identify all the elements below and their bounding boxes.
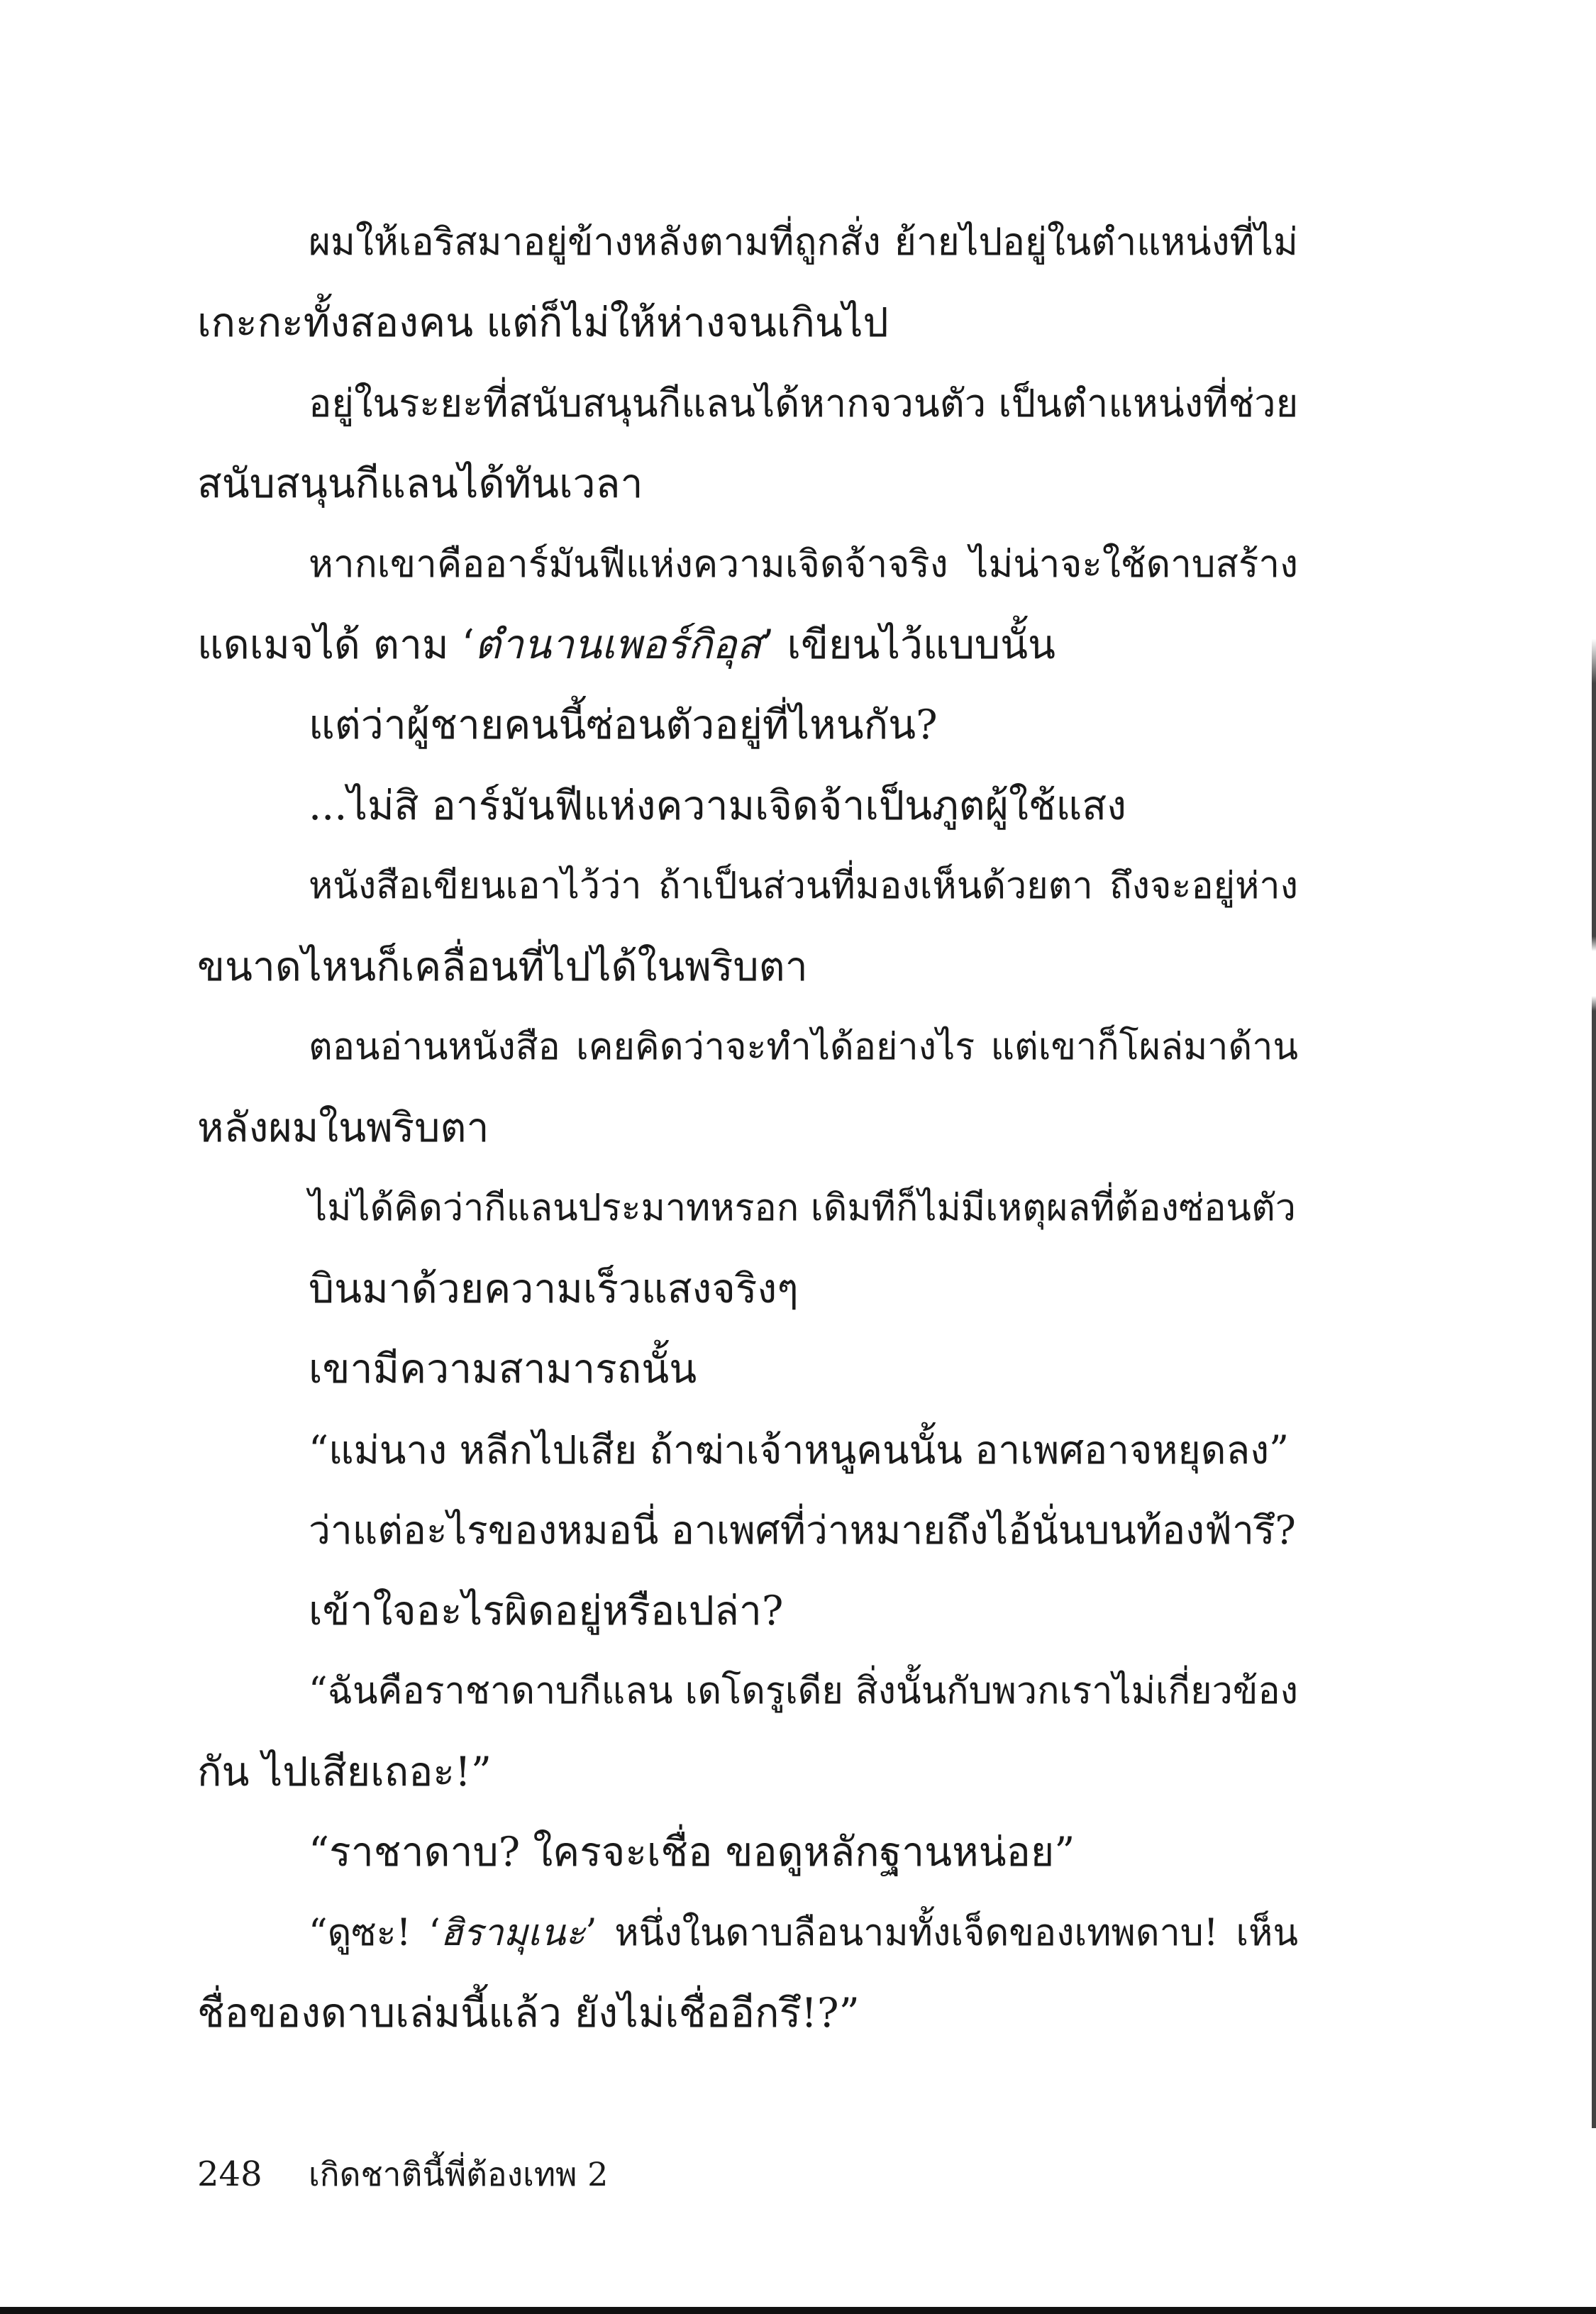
text-fragment: “ดูซะ! ‘ [309, 1911, 440, 1954]
running-title: เกิดชาตินี้พี่ต้องเทพ 2 [309, 2155, 609, 2193]
text-fragment: แดเมจได้ ตาม ‘ [197, 621, 475, 668]
dialogue-line-with-title [197, 1893, 1298, 1974]
text-line-with-title [197, 605, 1298, 686]
text-line: เข้าใจอะไรผิดอยู่หรือเปล่า? [309, 1587, 784, 1634]
text-fragment: ’ หนึ่งในดาบลือนามทั้งเจ็ดของเทพดาบ! เห็น [585, 1911, 1299, 1954]
page-edge-shadow [1592, 638, 1596, 2128]
text-line: สนับสนุนกีแลนได้ทันเวลา [197, 460, 643, 507]
text-line: ว่าแต่อะไรของหมอนี่ อาเพศที่ว่าหมายถึงไอ้นั่นบนท้องฟ้ารึ? [309, 1507, 1296, 1553]
page-footer [197, 2149, 608, 2199]
book-reference-title: ตำนานเพอร์กิอุส [474, 621, 762, 668]
dialogue-line: ชื่อของดาบเล่มนี้แล้ว ยังไม่เชื่ออีกรึ!?” [197, 1990, 860, 2037]
text-line: ผมให้เอริสมาอยู่ข้างหลังตามที่ถูกสั่ง ย้ายไปอยู่ในตำแหน่งที่ไม่ [309, 221, 1298, 264]
dialogue-line: “แม่นาง หลีกไปเสีย ถ้าฆ่าเจ้าหนูคนนั้น อาเพศอาจหยุดลง” [309, 1427, 1290, 1473]
text-line: หนังสือเขียนเอาไว้ว่า ถ้าเป็นส่วนที่มองเห็นด้วยตา ถึงจะอยู่ห่าง [309, 865, 1298, 907]
text-line: เขามีความสามารถนั้น [309, 1346, 697, 1393]
dialogue-line: กัน ไปเสียเถอะ!” [197, 1748, 492, 1795]
text-line: หลังผมในพริบตา [197, 1104, 489, 1151]
text-line: ไม่ได้คิดว่ากีแลนประมาทหรอก เดิมทีก็ไม่มีเหตุผลที่ต้องซ่อนตัว [309, 1187, 1296, 1229]
body-text [197, 202, 1298, 2054]
text-line: อยู่ในระยะที่สนับสนุนกีแลนได้หากจวนตัว เป็นตำแหน่งที่ช่วย [309, 381, 1299, 426]
text-line: แต่ว่าผู้ชายคนนี้ซ่อนตัวอยู่ที่ไหนกัน? [309, 702, 938, 748]
text-line: หากเขาคืออาร์มันฟีแห่งความเจิดจ้าจริง ไม่น่าจะใช้ดาบสร้าง [309, 543, 1298, 586]
text-line: ...ไม่สิ อาร์มันฟีแห่งความเจิดจ้าเป็นภูตผู้ใช้แสง [309, 782, 1126, 829]
bottom-edge-shadow [0, 2307, 1596, 2314]
sword-name: ฮิรามุเนะ [440, 1911, 586, 1954]
dialogue-line: “ฉันคือราชาดาบกีแลน เดโดรูเดีย สิ่งนั้นกับพวกเราไม่เกี่ยวข้อง [309, 1670, 1298, 1712]
text-line: ตอนอ่านหนังสือ เคยคิดว่าจะทำได้อย่างไร แต่เขาก็โผล่มาด้าน [309, 1026, 1298, 1068]
text-line: ขนาดไหนก็เคลื่อนที่ไปได้ในพริบตา [197, 943, 808, 990]
dialogue-line: “ราชาดาบ? ใครจะเชื่อ ขอดูหลักฐานหน่อย” [309, 1829, 1075, 1876]
page-number: 248 [197, 2154, 262, 2194]
text-fragment: ’ เขียนไว้แบบนั้น [761, 621, 1056, 668]
text-line: เกะกะทั้งสองคน แต่ก็ไม่ให้ห่างจนเกินไป [197, 299, 889, 346]
text-line: บินมาด้วยความเร็วแสงจริงๆ [309, 1265, 799, 1312]
